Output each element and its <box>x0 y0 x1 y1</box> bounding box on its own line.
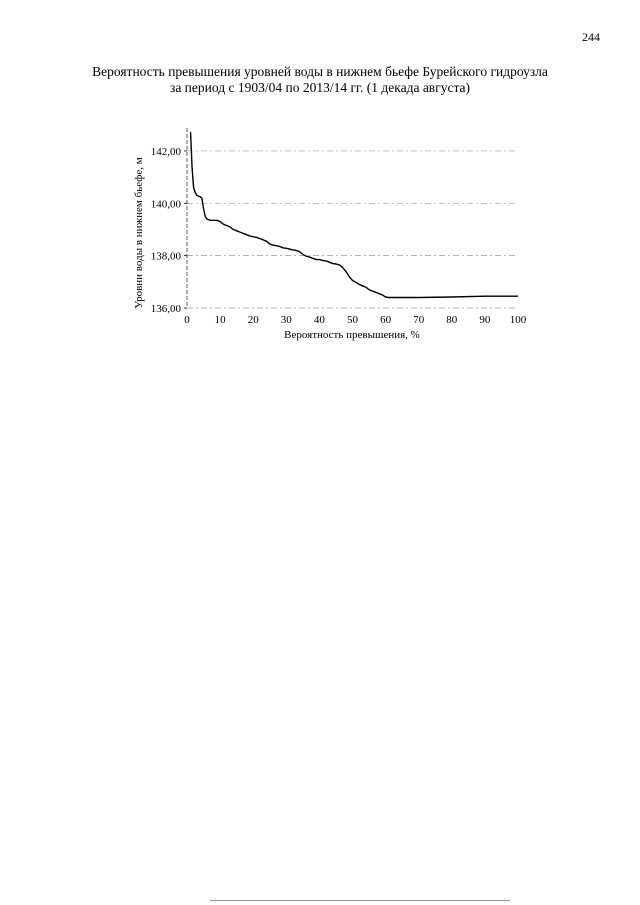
x-tick-label-8: 80 <box>446 314 458 326</box>
page-number: 244 <box>582 30 600 44</box>
x-tick-label-6: 60 <box>380 314 392 326</box>
x-tick-label-5: 50 <box>347 314 358 326</box>
bottom-rule <box>210 900 510 901</box>
x-tick-label-7: 70 <box>413 314 425 326</box>
y-tick-label-3: 142,00 <box>150 145 181 158</box>
chart-subtitle: за период с 1903/04 по 2013/14 гг. (1 декада августа) <box>169 80 471 95</box>
x-tick-label-1: 10 <box>214 314 226 326</box>
x-tick-label-10: 100 <box>509 314 527 326</box>
chart-title-block <box>70 64 570 96</box>
x-tick-label-0: 0 <box>184 314 190 326</box>
y-tick-label-1: 138,00 <box>150 250 181 263</box>
series-line-0 <box>190 133 518 298</box>
x-axis-label: Вероятность превышения, % <box>284 329 420 341</box>
grid-lines <box>187 151 518 308</box>
x-tick-label-3: 30 <box>280 314 292 326</box>
series-layer <box>190 133 518 298</box>
chart-title: Вероятность превышения уровней воды в нижнем бьефе Бурейского гидроузла <box>92 64 548 79</box>
probability-chart <box>120 120 540 350</box>
y-tick-label-0: 136,00 <box>150 303 181 315</box>
x-tick-label-9: 90 <box>479 314 491 326</box>
x-tick-label-2: 20 <box>247 314 259 326</box>
y-tick-label-2: 140,00 <box>150 198 181 211</box>
tick-labels <box>151 146 527 326</box>
x-tick-label-4: 40 <box>313 314 325 326</box>
y-axis-label: Уровни воды в нижнем бьефе, м <box>133 157 145 309</box>
